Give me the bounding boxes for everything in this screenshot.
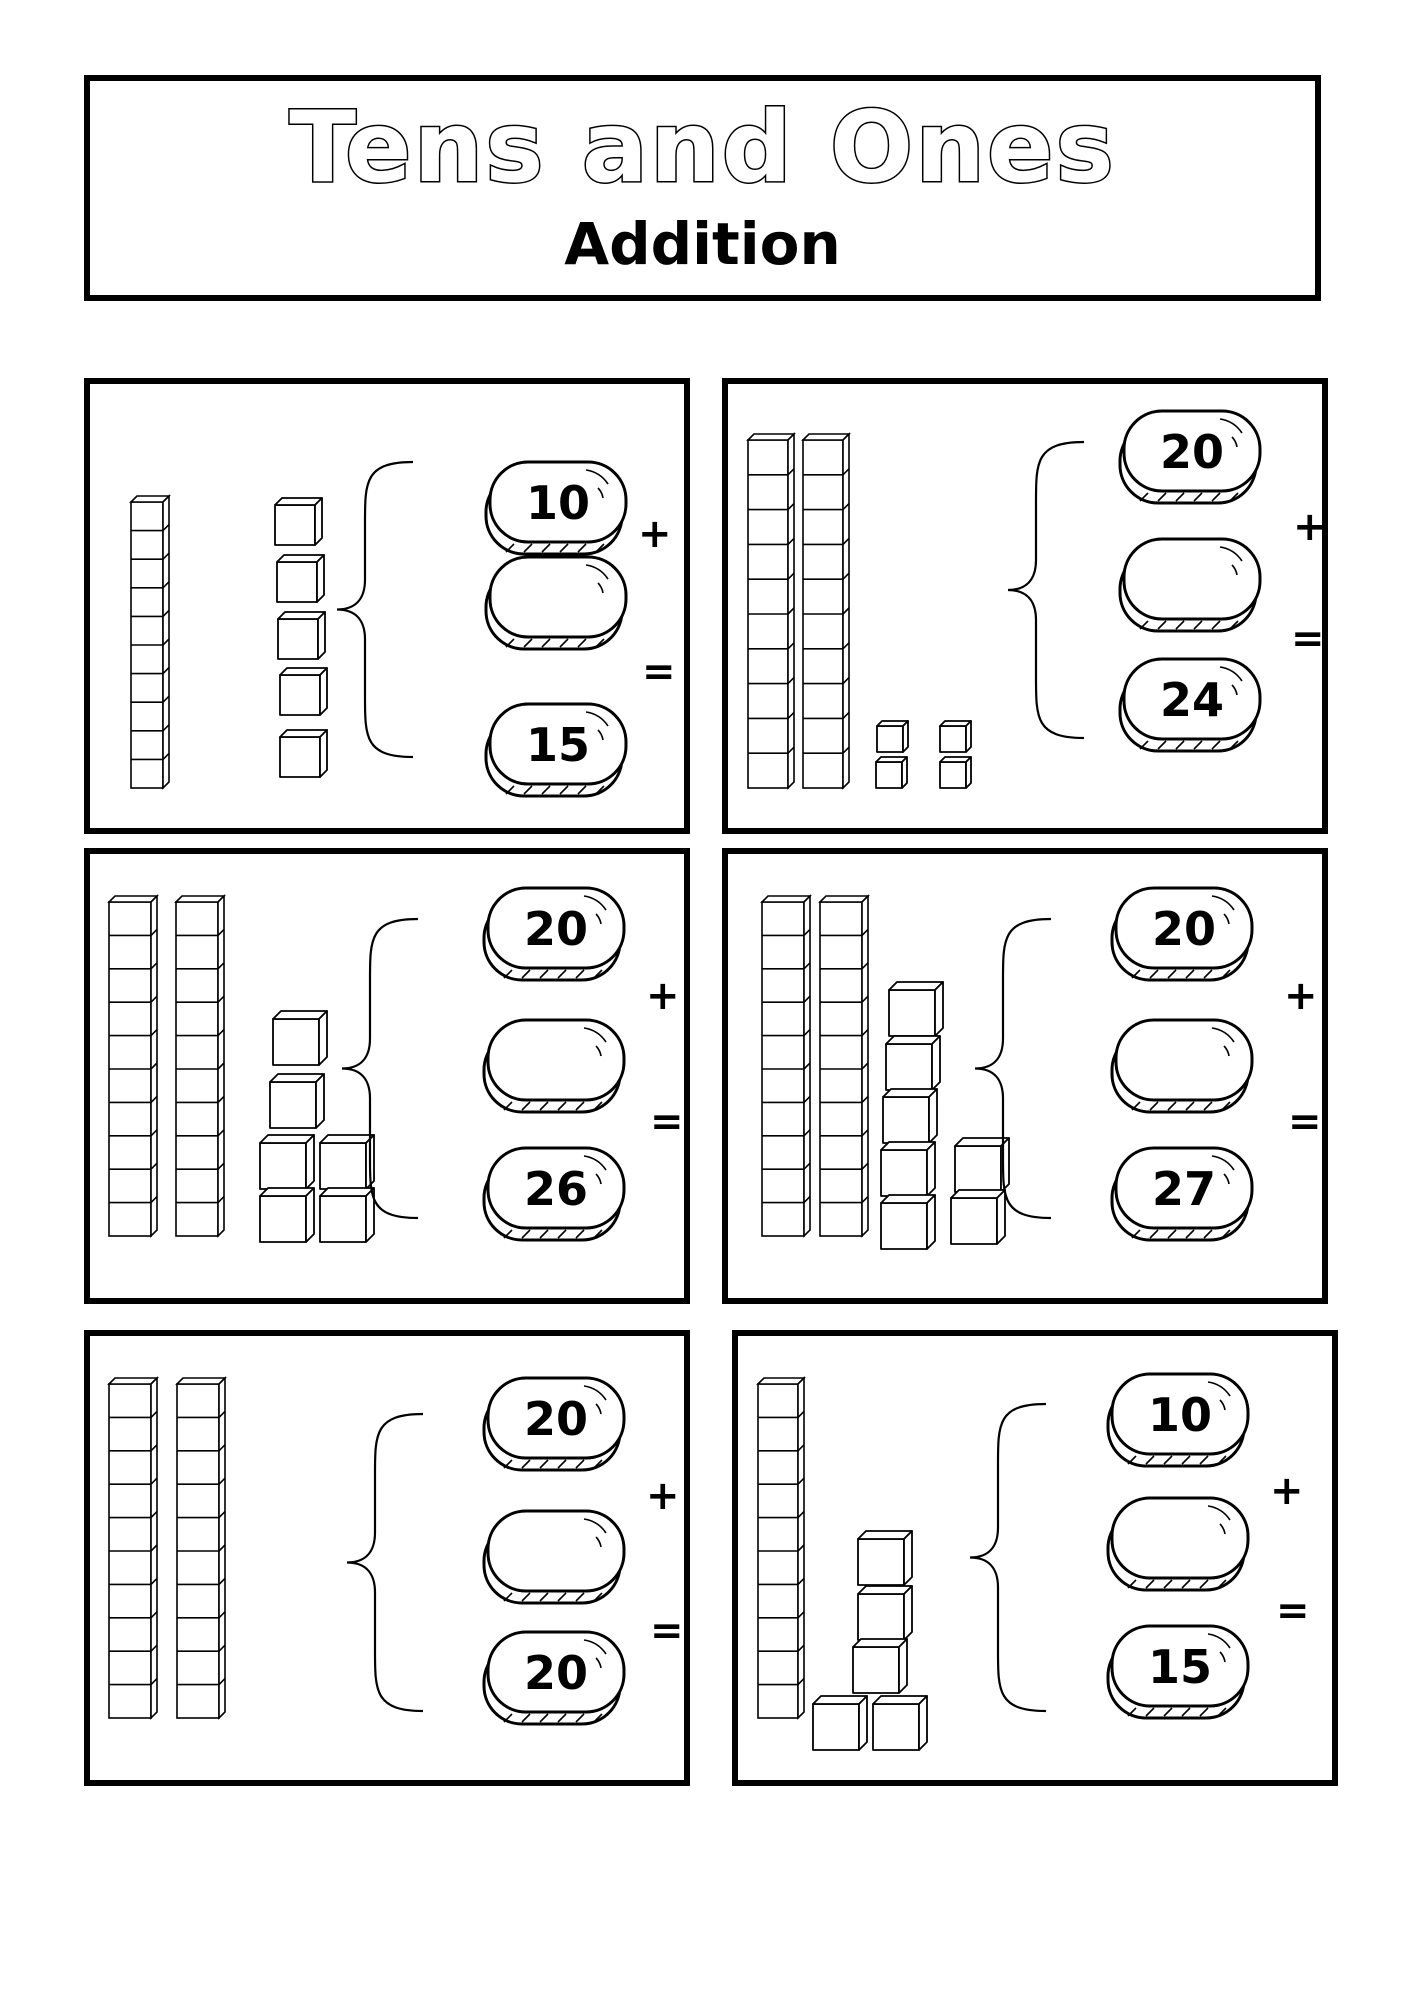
plus-sign: + — [1293, 504, 1327, 550]
ones-cube — [280, 730, 327, 777]
tens-rod — [762, 896, 810, 1236]
ones-cube — [278, 612, 325, 659]
ones-cube — [881, 1195, 935, 1249]
total-value: 15 — [1147, 1640, 1212, 1694]
ones-cube — [877, 721, 908, 752]
tens-value: 10 — [525, 476, 590, 530]
plus-sign: + — [646, 973, 680, 1019]
ones-cube — [881, 1142, 935, 1196]
ones-answer-input[interactable] — [490, 570, 630, 626]
total-value: 20 — [523, 1646, 588, 1700]
equals-sign: = — [1291, 616, 1325, 662]
curly-brace — [970, 1404, 1046, 1711]
ones-cube — [260, 1188, 314, 1242]
ones-cube — [853, 1639, 907, 1693]
ones-cube — [873, 1696, 927, 1750]
plus-sign: + — [1284, 973, 1318, 1019]
ones-answer-input[interactable] — [1112, 1511, 1252, 1567]
total-value: 15 — [525, 718, 590, 772]
tens-rod — [803, 434, 849, 788]
equals-sign: = — [1276, 1588, 1310, 1634]
tens-rod — [820, 896, 868, 1236]
ones-answer-input[interactable] — [1124, 552, 1264, 608]
ones-cube — [940, 721, 971, 752]
equals-sign: = — [1288, 1099, 1322, 1145]
curly-brace — [347, 1414, 423, 1711]
ones-cube — [320, 1135, 374, 1189]
problem-card — [722, 848, 1328, 1304]
tens-rod — [131, 496, 169, 788]
worksheet-subtitle: Addition — [564, 210, 841, 278]
ones-cube — [273, 1011, 327, 1065]
tens-value: 20 — [1159, 425, 1224, 479]
problem-card — [84, 848, 690, 1304]
tens-rod — [176, 896, 224, 1236]
tens-rod — [177, 1378, 225, 1718]
ones-cube — [951, 1190, 1005, 1244]
ones-answer-input[interactable] — [1116, 1033, 1256, 1089]
problem-card — [84, 378, 690, 834]
ones-cube — [280, 668, 327, 715]
plus-sign: + — [646, 1473, 680, 1519]
ones-answer-input[interactable] — [488, 1524, 628, 1580]
tens-rod — [109, 1378, 157, 1718]
ones-cube — [858, 1531, 912, 1585]
ones-cube — [889, 982, 943, 1036]
ones-cube — [270, 1074, 324, 1128]
ones-cube — [320, 1188, 374, 1242]
equals-sign: = — [650, 1099, 684, 1145]
ones-cube — [955, 1138, 1009, 1192]
ones-cube — [883, 1089, 937, 1143]
tens-rod — [109, 896, 157, 1236]
problem-card — [722, 378, 1328, 834]
ones-cube — [858, 1586, 912, 1640]
ones-cube — [940, 757, 971, 788]
base-ten-illustration — [738, 1336, 1344, 1792]
ones-cube — [275, 498, 322, 545]
ones-cube — [886, 1036, 940, 1090]
tens-rod — [748, 434, 794, 788]
total-value: 26 — [523, 1162, 588, 1216]
tens-value: 10 — [1147, 1388, 1212, 1442]
ones-cube — [813, 1696, 867, 1750]
total-value: 27 — [1151, 1162, 1216, 1216]
equals-sign: = — [650, 1608, 684, 1654]
curly-brace — [337, 462, 413, 757]
ones-cube — [277, 555, 324, 602]
worksheet-title: Tens and Ones — [289, 91, 1116, 205]
tens-value: 20 — [523, 902, 588, 956]
ones-cube — [876, 757, 907, 788]
total-value: 24 — [1159, 673, 1224, 727]
equals-sign: = — [642, 649, 676, 695]
worksheet-header — [84, 75, 1321, 301]
tens-value: 20 — [1151, 902, 1216, 956]
problem-card — [84, 1330, 690, 1786]
tens-rod — [758, 1378, 804, 1718]
problem-card — [732, 1330, 1338, 1786]
plus-sign: + — [1270, 1468, 1304, 1514]
plus-sign: + — [638, 511, 672, 557]
tens-value: 20 — [523, 1392, 588, 1446]
ones-cube — [260, 1135, 314, 1189]
curly-brace — [1008, 442, 1084, 738]
ones-answer-input[interactable] — [488, 1033, 628, 1089]
